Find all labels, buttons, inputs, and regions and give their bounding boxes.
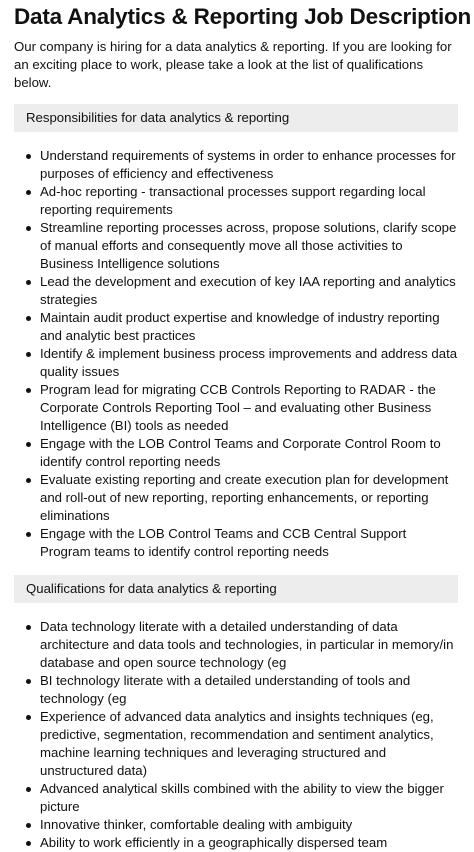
responsibilities-list bbox=[14, 147, 458, 561]
list-item: Evaluate existing reporting and create execution plan for development and roll-out of new reporting, reporting enhancements, or reporting eliminations bbox=[14, 471, 458, 525]
intro-paragraph: Our company is hiring for a data analytics & reporting. If you are looking for an exciting place to work, please take a look at the list of qualifications below. bbox=[14, 39, 452, 90]
list-item: Identify & implement business process improvements and address data quality issues bbox=[14, 345, 458, 381]
list-item: Ability to work efficiently in a geographically dispersed team bbox=[14, 834, 458, 852]
list-item: Lead the development and execution of key IAA reporting and analytics strategies bbox=[14, 273, 458, 309]
list-item: Innovative thinker, comfortable dealing with ambiguity bbox=[14, 816, 458, 834]
list-item: BI technology literate with a detailed understanding of tools and technology (eg bbox=[14, 672, 458, 708]
list-item: Ad-hoc reporting - transactional processes support regarding local reporting requirements bbox=[14, 183, 458, 219]
responsibilities-header: Responsibilities for data analytics & reporting bbox=[14, 104, 458, 132]
list-item: Maintain audit product expertise and knowledge of industry reporting and analytic best practices bbox=[14, 309, 458, 345]
list-item: Data technology literate with a detailed understanding of data architecture and data tools and technologies, in particular in memory/in database and open source technology (eg bbox=[14, 618, 458, 672]
list-item: Experience of advanced data analytics and insights techniques (eg, predictive, segmentation, recommendation and sentiment analytics, machine learning techniques and leveraging structured and unstructured data) bbox=[14, 708, 458, 780]
qualifications-header: Qualifications for data analytics & reporting bbox=[14, 575, 458, 603]
list-item: Advanced analytical skills combined with the ability to view the bigger picture bbox=[14, 780, 458, 816]
list-item: Streamline reporting processes across, propose solutions, clarify scope of manual efforts and consequently move all those activities to Business Intelligence solutions bbox=[14, 219, 458, 273]
list-item: Understand requirements of systems in order to enhance processes for purposes of efficiency and effectiveness bbox=[14, 147, 458, 183]
list-item: Program lead for migrating CCB Controls Reporting to RADAR - the Corporate Controls Reporting Tool – and evaluating other Business Intelligence (BI) tools as needed bbox=[14, 381, 458, 435]
qualifications-list bbox=[14, 618, 458, 852]
list-item: Engage with the LOB Control Teams and CCB Central Support Program teams to identify control reporting needs bbox=[14, 525, 458, 561]
page-title: Data Analytics & Reporting Job Description bbox=[14, 4, 472, 29]
list-item: Engage with the LOB Control Teams and Corporate Control Room to identify control reporting needs bbox=[14, 435, 458, 471]
